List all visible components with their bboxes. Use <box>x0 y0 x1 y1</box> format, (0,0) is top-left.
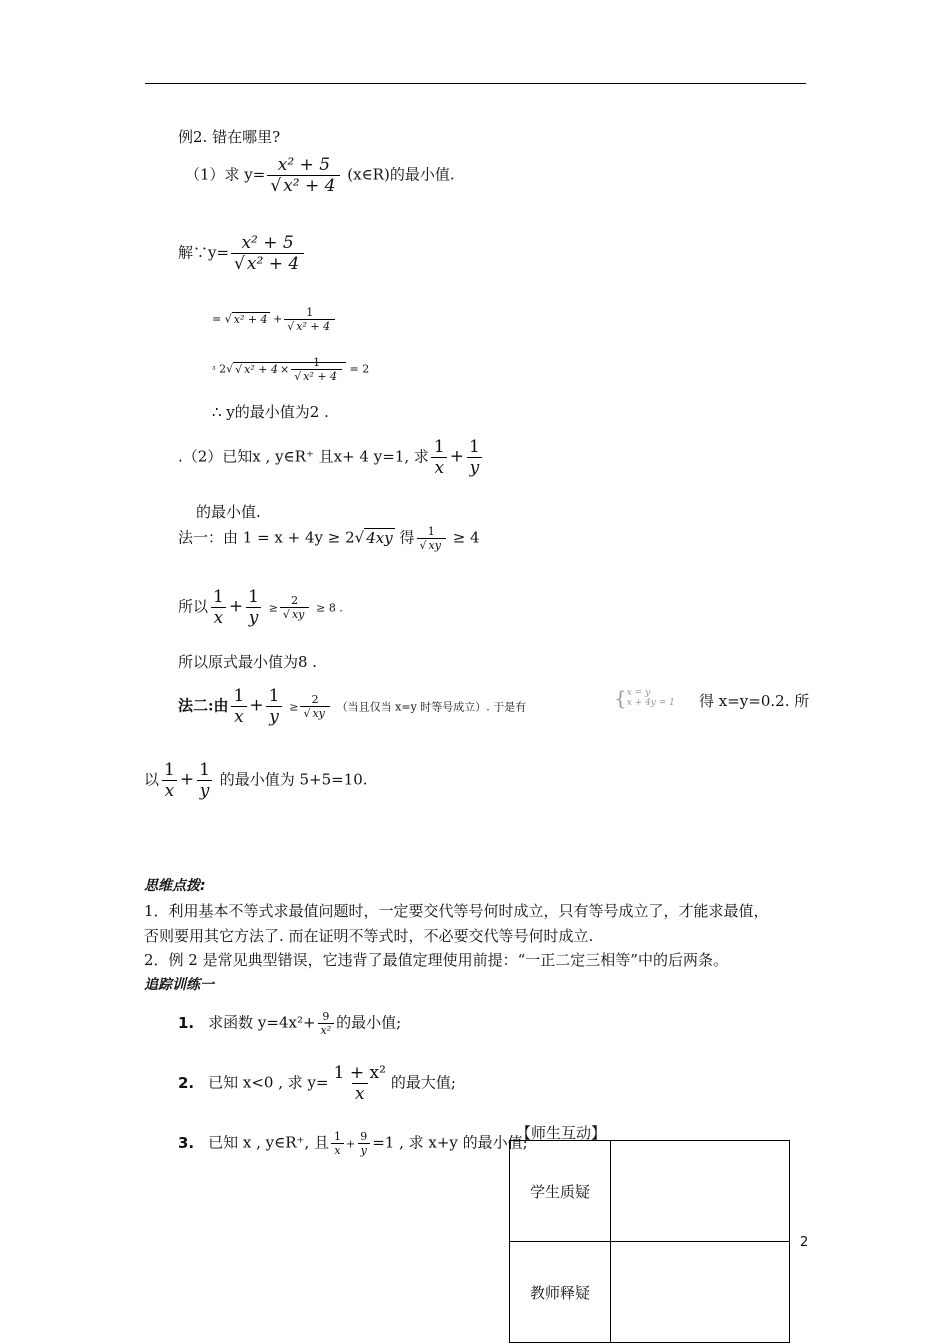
tip-1b: 否则要用其它方法了. 而在证明不等式时，不必要交代等号何时成立. <box>144 927 594 945</box>
system-eq-1: x = y <box>626 688 651 698</box>
teacher-answers-cell[interactable] <box>611 1242 790 1343</box>
method-1-conclusion: 所以原式最小值为8 . <box>178 653 318 671</box>
denominator: x <box>352 1083 368 1104</box>
denominator: √ xy <box>300 706 329 720</box>
numerator: 1 <box>334 1130 341 1143</box>
exercise-3-tail: =1 , 求 x+y 的最小值; <box>372 1133 528 1152</box>
radicand: x² + 4 <box>246 254 300 274</box>
denominator: x <box>331 1143 343 1157</box>
denominator: √ x² + 4 <box>267 175 340 196</box>
radicand: x² + 4 <box>296 320 331 333</box>
plus: + <box>179 769 195 790</box>
method-1-step <box>178 587 343 628</box>
plus: + <box>449 446 464 467</box>
problem-1 <box>185 155 455 196</box>
plus: + <box>249 695 264 716</box>
fraction <box>231 233 304 274</box>
student-questions-cell[interactable] <box>611 1141 790 1242</box>
numerator: x² + 5 <box>241 233 294 253</box>
ge-symbol: ³ <box>212 365 216 376</box>
fraction <box>417 525 446 552</box>
solution-label: 解∵y= <box>178 243 230 262</box>
student-questions-label: 学生质疑 <box>510 1141 611 1242</box>
numerator: 1 <box>313 356 321 369</box>
exercise-2-tail: 的最大值; <box>390 1073 456 1092</box>
exercise-1 <box>178 1010 401 1037</box>
problem-2-tail: 的最小值. <box>196 503 261 521</box>
fraction <box>466 437 483 478</box>
get-word: 得 <box>399 528 415 547</box>
denominator: √ x² + 4 <box>291 369 342 383</box>
numerator: 1 <box>213 587 224 607</box>
denominator: x <box>231 706 247 727</box>
method-2 <box>178 686 526 727</box>
denominator: x <box>431 457 447 478</box>
fraction <box>266 686 283 727</box>
numerator: 1 <box>306 306 314 319</box>
fraction <box>196 760 213 801</box>
radicand: xy <box>312 707 325 720</box>
numerator: 1 <box>268 686 280 706</box>
fraction <box>210 587 227 628</box>
method-2-tail: 得 x=y=0.2. 所 <box>699 692 810 710</box>
numerator: 1 + x² <box>333 1063 386 1083</box>
fraction <box>284 306 335 333</box>
solution-step-1: = √ x² + 4 + $\frac{1}{\text{√ x² + 4}}$ <box>212 306 337 333</box>
numerator: 1 <box>248 587 259 607</box>
denominator: y <box>246 607 262 628</box>
numerator: 1 <box>164 760 175 780</box>
page-number: 2 <box>800 1235 809 1250</box>
equation-system <box>614 688 675 708</box>
fraction <box>161 760 178 801</box>
numerator: 1 <box>468 437 480 457</box>
problem-2-label: .（2）已知x , y∈R⁺ 且x+ 4 y=1, 求 <box>178 447 429 466</box>
numerator: 1 <box>427 525 435 538</box>
exercise-number: 2. <box>178 1073 195 1092</box>
radicand: x² + 4 <box>233 312 268 326</box>
numerator: 2 <box>311 693 319 706</box>
table-row <box>510 1141 790 1242</box>
coefficient: 2 <box>219 362 227 376</box>
fraction <box>291 356 342 383</box>
radicand: 4xy <box>366 528 393 547</box>
interaction-table <box>509 1140 790 1343</box>
fraction <box>331 1063 389 1104</box>
fraction <box>318 1010 335 1037</box>
denominator: y <box>197 780 213 801</box>
radicand: xy <box>428 539 441 552</box>
problem-1-label: （1）求 y= <box>185 165 266 184</box>
tips-title: 思维点拨: <box>144 878 206 894</box>
denominator: y <box>358 1143 370 1157</box>
exercise-2-label: 已知 x<0 , 求 y= <box>208 1073 329 1092</box>
exercise-3-label: 已知 x , y∈R⁺, 且 <box>208 1133 329 1152</box>
system-eq-2: x + 4y = 1 <box>626 698 675 708</box>
numerator: 9 <box>360 1130 368 1143</box>
solution-1-conclusion: ∴ y的最小值为2 . <box>212 403 329 421</box>
denominator: x² <box>318 1023 335 1037</box>
exercise-1-label: 求函数 y=4x²+ <box>208 1013 316 1032</box>
ge-4: ≥ 4 <box>452 528 480 547</box>
so-label: 以 <box>144 770 160 789</box>
method-1-label: 法一：由 1 = x + 4y ≥ 2 <box>178 528 355 547</box>
inner-radicand: x² + 4 <box>244 362 278 376</box>
problem-1-tail: (x∈R)的最小值. <box>347 165 455 184</box>
denominator: √ x² + 4 <box>284 319 335 333</box>
fraction <box>331 1130 344 1157</box>
denominator: √ xy <box>417 538 446 552</box>
fraction <box>267 155 340 196</box>
solution-1 <box>178 233 306 274</box>
fraction <box>431 437 448 478</box>
so-label: 所以 <box>178 597 209 616</box>
method-2-label: 法二:由 <box>178 696 229 715</box>
exercise-number: 1. <box>178 1013 195 1032</box>
times: × <box>279 362 290 376</box>
interaction-title: 【师生互动】 <box>516 1124 607 1142</box>
plus: + <box>228 596 244 617</box>
denominator: y <box>467 457 483 478</box>
method-1: 法一：由 1 = x + 4y ≥ 2√ 4xy 得 $\frac{1}{√ xy}$ ≥ 4 <box>178 525 480 552</box>
fraction <box>300 693 329 720</box>
radicand: x² + 4 <box>283 176 336 196</box>
numerator: 1 <box>433 437 445 457</box>
ge: ≥ <box>268 601 278 615</box>
denominator: √ x² + 4 <box>231 253 304 274</box>
denominator: √ xy <box>280 607 309 621</box>
example-2-title: 例2. 错在哪里? <box>178 128 281 146</box>
numerator: 1 <box>199 760 210 780</box>
radicand: xy <box>291 608 305 621</box>
exercise-3 <box>178 1130 528 1157</box>
table-row <box>510 1242 790 1343</box>
exercise-2 <box>178 1063 456 1104</box>
exercise-number: 3. <box>178 1133 195 1152</box>
numerator: 1 <box>233 686 245 706</box>
tip-2: 2．例 2 是常见典型错误，它违背了最值定理使用前提：“一正二定三相等”中的后两条。 <box>144 951 728 969</box>
plus: + <box>346 1137 356 1151</box>
ge-8: ≥ 8 . <box>316 601 343 615</box>
denominator: x <box>211 607 227 628</box>
header-rule <box>145 83 806 84</box>
fraction <box>231 686 248 727</box>
fraction <box>245 587 262 628</box>
numerator: 2 <box>291 594 299 607</box>
exercise-1-tail: 的最小值; <box>336 1013 402 1032</box>
solution-step-2: ³ 2√ √ x² + 4 × $\frac{1}{\text{√ x² + 4}}$ = 2 <box>212 356 370 383</box>
radicand: √ x² + 4 × $\frac{1}{\text{√ x² + 4}}$ <box>233 362 346 376</box>
brace-icon: { <box>614 686 627 710</box>
numerator: 9 <box>322 1010 330 1023</box>
result: = 2 <box>349 362 370 376</box>
fraction <box>357 1130 370 1157</box>
fraction <box>280 594 309 621</box>
denominator: x <box>162 780 178 801</box>
teacher-answers-label: 教师释疑 <box>510 1242 611 1343</box>
method-2-conclusion <box>144 760 368 801</box>
equality-condition: （当且仅当 x=y 时等号成立）. 于是有 <box>336 700 527 714</box>
radicand: x² + 4 <box>303 370 338 383</box>
denominator: y <box>266 706 282 727</box>
equals: = <box>212 312 222 326</box>
problem-2 <box>178 437 485 478</box>
ge: ≥ <box>289 700 299 714</box>
numerator: x² + 5 <box>277 155 331 175</box>
tip-1a: 1．利用基本不等式求最值问题时，一定要交代等号何时成立，只有等号成立了，才能求最值， <box>144 902 769 920</box>
track-title: 追踪训练一 <box>144 977 214 993</box>
plus: + <box>273 312 283 326</box>
conclusion-text: 的最小值为 5+5=10. <box>219 770 368 789</box>
